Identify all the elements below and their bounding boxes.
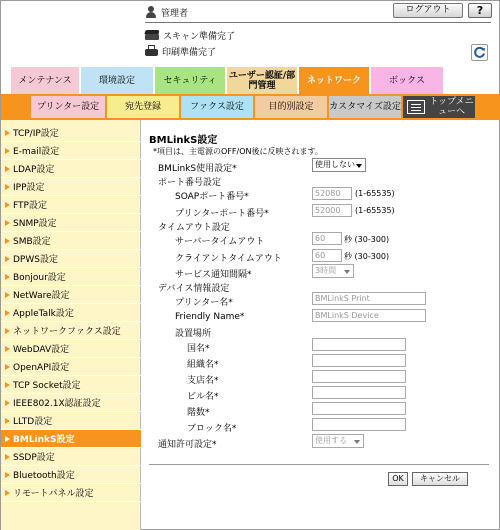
bmlinks-use-select[interactable] <box>312 158 366 172</box>
scan-status-label: スキャン準備完了 <box>163 31 236 42</box>
arrow-right-icon <box>5 454 10 460</box>
notify-interval-label: サービス通知間隔* <box>175 270 252 280</box>
arrow-right-icon <box>5 490 10 496</box>
arrow-right-icon <box>5 238 10 244</box>
port-section-label: ポート番号設定 <box>158 178 222 188</box>
sidebar-item-label: E-mail設定 <box>13 147 60 157</box>
client-timeout-input[interactable]: 60 <box>312 249 342 262</box>
sidebar-item-label: TCP Socket設定 <box>13 381 81 391</box>
block-label: ブロック名* <box>187 424 237 434</box>
chevron-down-icon <box>356 164 362 168</box>
arrow-right-icon <box>5 472 10 478</box>
bmlinks-use-label: BMLinkS使用設定* <box>158 164 237 174</box>
subtab-top-menu[interactable] <box>403 96 475 118</box>
printer-icon <box>145 45 158 57</box>
subtab-customize[interactable]: カスタマイズ設定 <box>329 96 401 118</box>
sidebar-item-label: Bonjour設定 <box>13 273 66 283</box>
chevron-down-icon <box>354 440 360 444</box>
user-info <box>145 5 188 19</box>
sidebar <box>1 120 141 530</box>
arrow-right-icon <box>5 130 10 136</box>
arrow-right-icon <box>5 328 10 334</box>
tab-user-auth[interactable]: ユーザー認証/部門管理 <box>227 67 297 94</box>
sidebar-item-bmlinks[interactable] <box>1 430 141 448</box>
sidebar-item-label: IPP設定 <box>13 183 45 193</box>
arrow-right-icon <box>5 436 10 442</box>
sidebar-item-appletalk[interactable] <box>1 304 141 322</box>
soap-port-label: SOAPポート番号* <box>175 192 249 202</box>
sidebar-item-tcp-socket[interactable] <box>1 376 141 394</box>
page-title: BMLinkS設定 <box>149 135 218 146</box>
subtab-printer-settings[interactable]: プリンター設定 <box>31 96 105 118</box>
user-label: 管理者 <box>161 8 189 19</box>
sidebar-item-label: WebDAV設定 <box>13 345 70 355</box>
cancel-button[interactable]: キャンセル <box>412 472 468 486</box>
arrow-right-icon <box>5 274 10 280</box>
client-timeout-unit: 秒 (30-300) <box>344 252 390 261</box>
scan-status <box>145 28 235 42</box>
logout-button[interactable]: ログアウト <box>393 3 463 18</box>
organization-label: 組織名* <box>187 360 219 370</box>
sidebar-item-label: SSDP設定 <box>13 453 55 463</box>
subtab-purpose-settings[interactable]: 目的別設定 <box>255 96 327 118</box>
block-input[interactable] <box>312 418 406 431</box>
sidebar-item-openapi[interactable] <box>1 358 141 376</box>
note-text: *項目は、主電源のOFF/ON後に反映されます。 <box>153 147 323 156</box>
sidebar-item-tcpip[interactable] <box>1 124 141 142</box>
bmlinks-use-value: 使用しない <box>315 160 355 169</box>
country-input[interactable] <box>312 338 406 351</box>
building-label: ビル名* <box>187 392 219 402</box>
sidebar-item-ldap[interactable] <box>1 160 141 178</box>
sub-tab-bar <box>1 94 500 120</box>
sidebar-item-email[interactable] <box>1 142 141 160</box>
soap-port-input[interactable]: 52080 <box>312 187 352 200</box>
server-timeout-label: サーバータイムアウト <box>175 237 265 247</box>
sidebar-item-label: リモートパネル設定 <box>13 489 94 499</box>
sidebar-item-smb[interactable] <box>1 232 141 250</box>
sidebar-item-ftp[interactable] <box>1 196 141 214</box>
form-divider <box>149 464 489 465</box>
branch-input[interactable] <box>312 370 406 383</box>
arrow-right-icon <box>5 166 10 172</box>
sidebar-item-bonjour[interactable] <box>1 268 141 286</box>
sidebar-item-ssdp[interactable] <box>1 448 141 466</box>
location-label: 設置場所 <box>175 329 212 339</box>
arrow-right-icon <box>5 148 10 154</box>
sidebar-item-label: Bluetooth設定 <box>13 471 75 481</box>
refresh-button[interactable] <box>471 44 488 61</box>
arrow-right-icon <box>5 310 10 316</box>
menu-icon <box>407 100 425 114</box>
notify-permit-label: 通知許可設定* <box>158 440 217 450</box>
subtab-destination[interactable]: 宛先登録 <box>107 96 179 118</box>
sidebar-item-remote-panel[interactable] <box>1 484 141 502</box>
notify-permit-value: 使用する <box>315 436 347 445</box>
arrow-right-icon <box>5 256 10 262</box>
scanner-icon <box>145 30 159 40</box>
device-section-label: デバイス情報設定 <box>158 284 230 294</box>
ok-button[interactable]: OK <box>388 472 408 486</box>
server-timeout-input[interactable]: 60 <box>312 232 342 245</box>
sidebar-item-bluetooth[interactable] <box>1 466 141 484</box>
sidebar-item-label: LLTD設定 <box>13 417 53 427</box>
main-tab-bar <box>11 67 443 94</box>
arrow-right-icon <box>5 220 10 226</box>
sidebar-item-label: ネットワークファクス設定 <box>13 327 121 337</box>
tab-box[interactable]: ボックス <box>371 67 443 94</box>
arrow-right-icon <box>5 364 10 370</box>
sidebar-item-label: IEEE802.1X認証設定 <box>13 399 101 409</box>
arrow-right-icon <box>5 184 10 190</box>
sidebar-item-label: TCP/IP設定 <box>13 129 59 139</box>
friendly-name-input[interactable]: BMLinkS Device <box>312 309 426 322</box>
sidebar-item-dpws[interactable] <box>1 250 141 268</box>
printer-name-input[interactable]: BMLinkS Print <box>312 292 426 305</box>
sidebar-item-label: SNMP設定 <box>13 219 57 229</box>
country-label: 国名* <box>187 344 210 354</box>
sidebar-item-snmp[interactable] <box>1 214 141 232</box>
sidebar-item-label: AppleTalk設定 <box>13 309 74 319</box>
print-status <box>145 44 216 58</box>
friendly-name-label: Friendly Name* <box>175 312 245 322</box>
soap-port-range: (1-65535) <box>355 189 395 198</box>
floor-label: 階数* <box>187 408 210 418</box>
sidebar-item-label: FTP設定 <box>13 201 47 211</box>
header-divider <box>145 22 491 23</box>
arrow-right-icon <box>5 382 10 388</box>
sidebar-item-label: SMB設定 <box>13 237 51 247</box>
subtab-fax-settings[interactable]: ファクス設定 <box>181 96 253 118</box>
arrow-right-icon <box>5 418 10 424</box>
sidebar-item-webdav[interactable] <box>1 340 141 358</box>
notify-interval-select[interactable] <box>312 264 354 278</box>
arrow-right-icon <box>5 292 10 298</box>
sidebar-item-label: DPWS設定 <box>13 255 58 265</box>
notify-interval-value: 3時間 <box>315 266 337 275</box>
printer-port-label: プリンターポート番号* <box>175 209 269 219</box>
server-timeout-unit: 秒 (30-300) <box>344 235 390 244</box>
sidebar-item-lltd[interactable] <box>1 412 141 430</box>
notify-permit-select[interactable] <box>312 434 364 448</box>
organization-input[interactable] <box>312 354 406 367</box>
help-button[interactable]: ? <box>468 3 492 18</box>
sidebar-item-label: LDAP設定 <box>13 165 55 175</box>
sidebar-item-ipp[interactable] <box>1 178 141 196</box>
refresh-icon <box>472 45 487 60</box>
sidebar-item-netware[interactable] <box>1 286 141 304</box>
user-icon <box>145 6 157 18</box>
sidebar-item-ieee8021x[interactable] <box>1 394 141 412</box>
sidebar-item-network-fax[interactable] <box>1 322 141 340</box>
tab-environment[interactable]: 環境設定 <box>81 67 153 94</box>
printer-port-range: (1-65535) <box>355 206 395 215</box>
top-menu-label: トップメニューへ <box>429 97 474 117</box>
printer-port-input[interactable]: 52000 <box>312 204 352 217</box>
sidebar-item-label: NetWare設定 <box>13 291 70 301</box>
tab-maintenance[interactable]: メンテナンス <box>11 67 79 94</box>
print-status-label: 印刷準備完了 <box>162 47 217 58</box>
floor-input[interactable] <box>312 402 406 415</box>
tab-network[interactable]: ネットワーク <box>299 67 369 94</box>
arrow-right-icon <box>5 346 10 352</box>
arrow-right-icon <box>5 400 10 406</box>
timeout-section-label: タイムアウト設定 <box>158 223 230 233</box>
chevron-down-icon <box>344 270 350 274</box>
printer-name-label: プリンター名* <box>175 298 233 308</box>
sidebar-item-label: BMLinkS設定 <box>13 435 75 445</box>
branch-label: 支店名* <box>187 376 219 386</box>
building-input[interactable] <box>312 386 406 399</box>
tab-security[interactable]: セキュリティ <box>155 67 225 94</box>
client-timeout-label: クライアントタイムアウト <box>175 254 282 264</box>
sidebar-item-label: OpenAPI設定 <box>13 363 70 373</box>
arrow-right-icon <box>5 202 10 208</box>
